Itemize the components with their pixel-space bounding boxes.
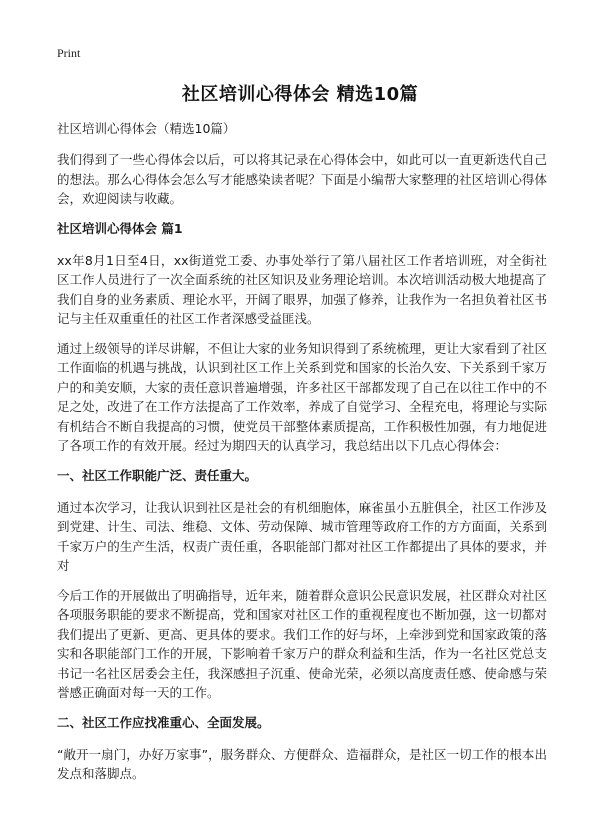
subheading-a: 一、社区工作职能广泛、责任重大。 — [57, 467, 258, 483]
paragraph-5: “敞开一扇门，办好万家事”，服务群众、方便群众、造福群众，是社区一切工作的根本出发点和落脚点。 — [57, 746, 547, 781]
paragraph-3: 通过本次学习，让我认识到社区是社会的有机细胞体，麻雀虽小五脏俱全，社区工作涉及到党建、计生、司法、维稳、文体、劳动保障、城市管理等政府工作的方方面面，关系到千家万户的生产生活，权责广责任重，各职能部门都对社区工作都提出了具体的要求，并对 — [57, 499, 547, 573]
page-title: 社区培训心得体会 精选10篇 — [181, 84, 419, 105]
subheading-b: 二、社区工作应找准重心、全面发展。 — [57, 714, 270, 730]
article-body — [57, 118, 547, 794]
intro-paragraph: 我们得到了一些心得体会以后，可以将其记录在心得体会中，如此可以一直更新迭代自己的想法。那么心得体会怎么写才能感染读者呢？下面是小编帮大家整理的社区培训心得体会，欢迎阅读与收藏。 — [57, 152, 547, 206]
paragraph-2: 通过上级领导的详尽讲解，不但让大家的业务知识得到了系统梳理，更让大家看到了社区工作面临的机遇与挑战，认识到社区工作上关系到党和国家的长治久安、下关系到千家万户的和美安顺，大家的责任意识普遍增强，许多社区干部都发现了自己在以往工作中的不足之处，改进了在工作方法提高了工作效率，养成了自觉学习、全程充电，将理论与实际有机结合不断自我提高的习惯，使党员干部整体素质提高，工作积极性加强，有力地促进了各项工作的有效开展。经过为期四天的认真学习，我总结出以下几点心得体会： — [57, 340, 547, 453]
print-link[interactable]: Print — [57, 46, 81, 60]
document-subtitle: 社区培训心得体会（精选10篇） — [57, 121, 236, 136]
paragraph-4: 今后工作的开展做出了明确指导，近年来，随着群众意识公民意识发展，社区群众对社区各项服务职能的要求不断提高，党和国家对社区工作的重视程度也不断加强，这一切都对我们提出了更新、更高、更具体的要求。我们工作的好与坏，上牵涉到党和国家政策的落实和各职能部门工作的开展，下影响着千家万户的群众利益和生活，作为一名社区党总支书记一名社区居委会主任，我深感担子沉重、使命光荣，必须以高度责任感、使命感与荣誉感正确面对每一天的工作。 — [57, 587, 547, 700]
section-heading-1: 社区培训心得体会 篇1 — [57, 220, 183, 236]
paragraph-1: xx年8月1日至4日，xx街道党工委、办事处举行了第八届社区工作者培训班，对全街社区工作人员进行了一次全面系统的社区知识及业务理论培训。本次培训活动极大地提高了我们自身的业务素质、理论水平，开阔了眼界，加强了修养，让我作为一名担负着社区书记与主任双重重任的社区工作者深感受益匪浅。 — [57, 252, 547, 326]
